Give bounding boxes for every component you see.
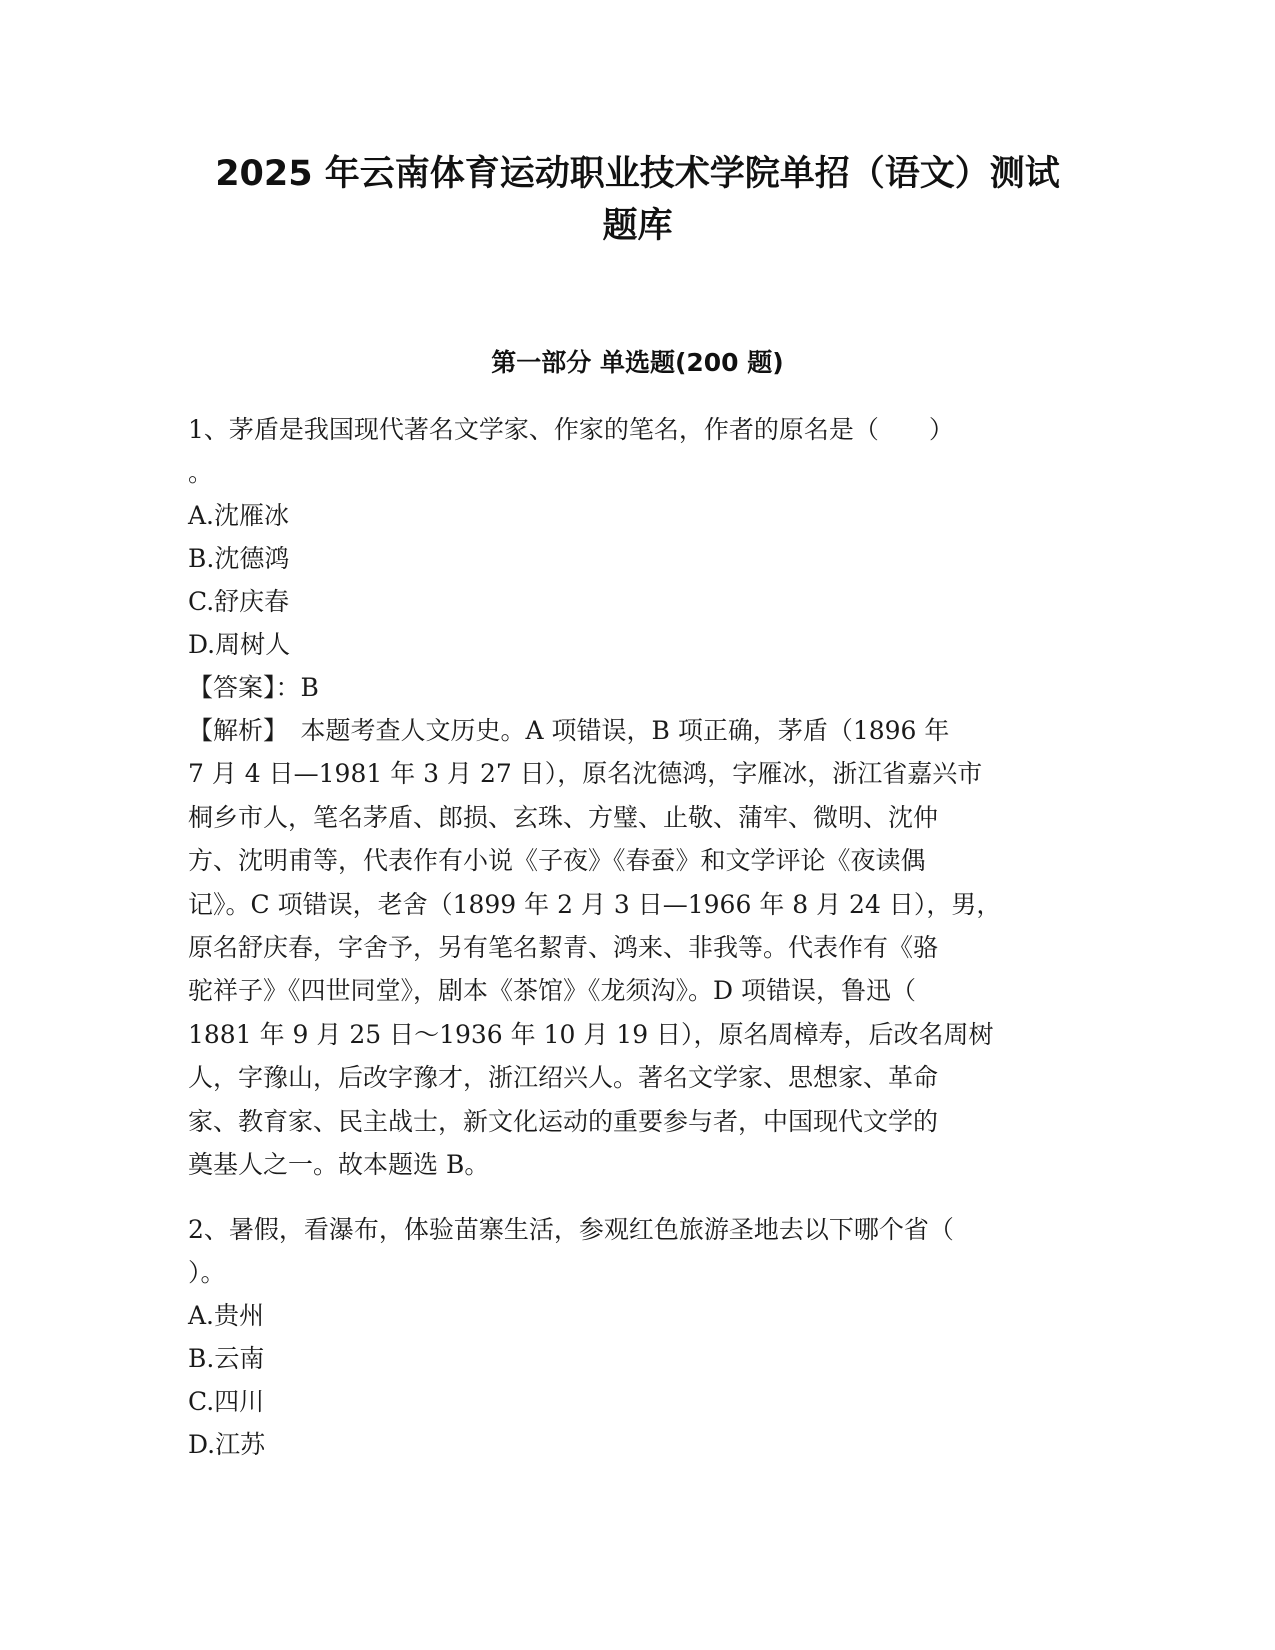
question-1 — [188, 408, 1088, 1186]
explanation-line: 奠基人之一。故本题选 B。 — [188, 1150, 490, 1180]
option-b: B.云南 — [188, 1344, 265, 1373]
explanation-line: 原名舒庆春，字舍予，另有笔名絜青、鸿来、非我等。代表作有《骆 — [188, 933, 939, 963]
question-2 — [188, 1208, 1088, 1466]
option-d: D.周树人 — [188, 630, 291, 659]
question-stem-line: 。 — [188, 458, 214, 487]
document-title-line-2: 题库 — [602, 206, 673, 246]
explanation-line: 记》。C 项错误，老舍（1899 年 2 月 3 日—1966 年 8 月 24 日），男， — [188, 889, 1002, 919]
explanation-line: 桐乡市人，笔名茅盾、郎损、玄珠、方璧、止敬、蒲牢、微明、沈仲 — [188, 802, 939, 832]
explanation-line: 人，字豫山，后改字豫才，浙江绍兴人。著名文学家、思想家、革命 — [188, 1063, 939, 1093]
option-d: D.江苏 — [188, 1430, 266, 1459]
explanation-line: 驼祥子》《四世同堂》，剧本《茶馆》《龙须沟》。D 项错误，鲁迅（ — [188, 976, 916, 1006]
option-b: B.沈德鸿 — [188, 544, 290, 573]
explanation — [188, 709, 1088, 1186]
explanation-line: 家、教育家、民主战士，新文化运动的重要参与者，中国现代文学的 — [188, 1106, 939, 1136]
section-heading: 第一部分 单选题(200 题) — [491, 348, 784, 377]
explanation-line: 1881 年 9 月 25 日～1936 年 10 月 19 日），原名周樟寿，后改名周树 — [188, 1019, 994, 1049]
option-c: C.舒庆春 — [188, 587, 290, 616]
question-stem-line: 1、茅盾是我国现代著名文学家、作家的笔名，作者的原名是（ ） — [188, 415, 954, 444]
document-title — [150, 148, 1125, 252]
option-a: A.贵州 — [188, 1301, 265, 1330]
option-a: A.沈雁冰 — [188, 501, 290, 530]
option-c: C.四川 — [188, 1387, 265, 1416]
explanation-line: 【解析】 本题考查人文历史。A 项错误，B 项正确，茅盾（1896 年 — [188, 716, 950, 745]
answer-line: 【答案】：B — [188, 673, 319, 702]
question-stem-line: 2、暑假，看瀑布，体验苗寨生活，参观红色旅游圣地去以下哪个省（ — [188, 1215, 954, 1244]
question-stem-line: ）。 — [188, 1258, 226, 1287]
explanation-line: 方、沈明甫等，代表作有小说《子夜》《春蚕》和文学评论《夜读偶 — [188, 846, 926, 876]
document-title-line-1: 2025 年云南体育运动职业技术学院单招（语文）测试 — [215, 154, 1060, 194]
explanation-line: 7 月 4 日—1981 年 3 月 27 日），原名沈德鸿，字雁冰，浙江省嘉兴市 — [188, 759, 983, 789]
